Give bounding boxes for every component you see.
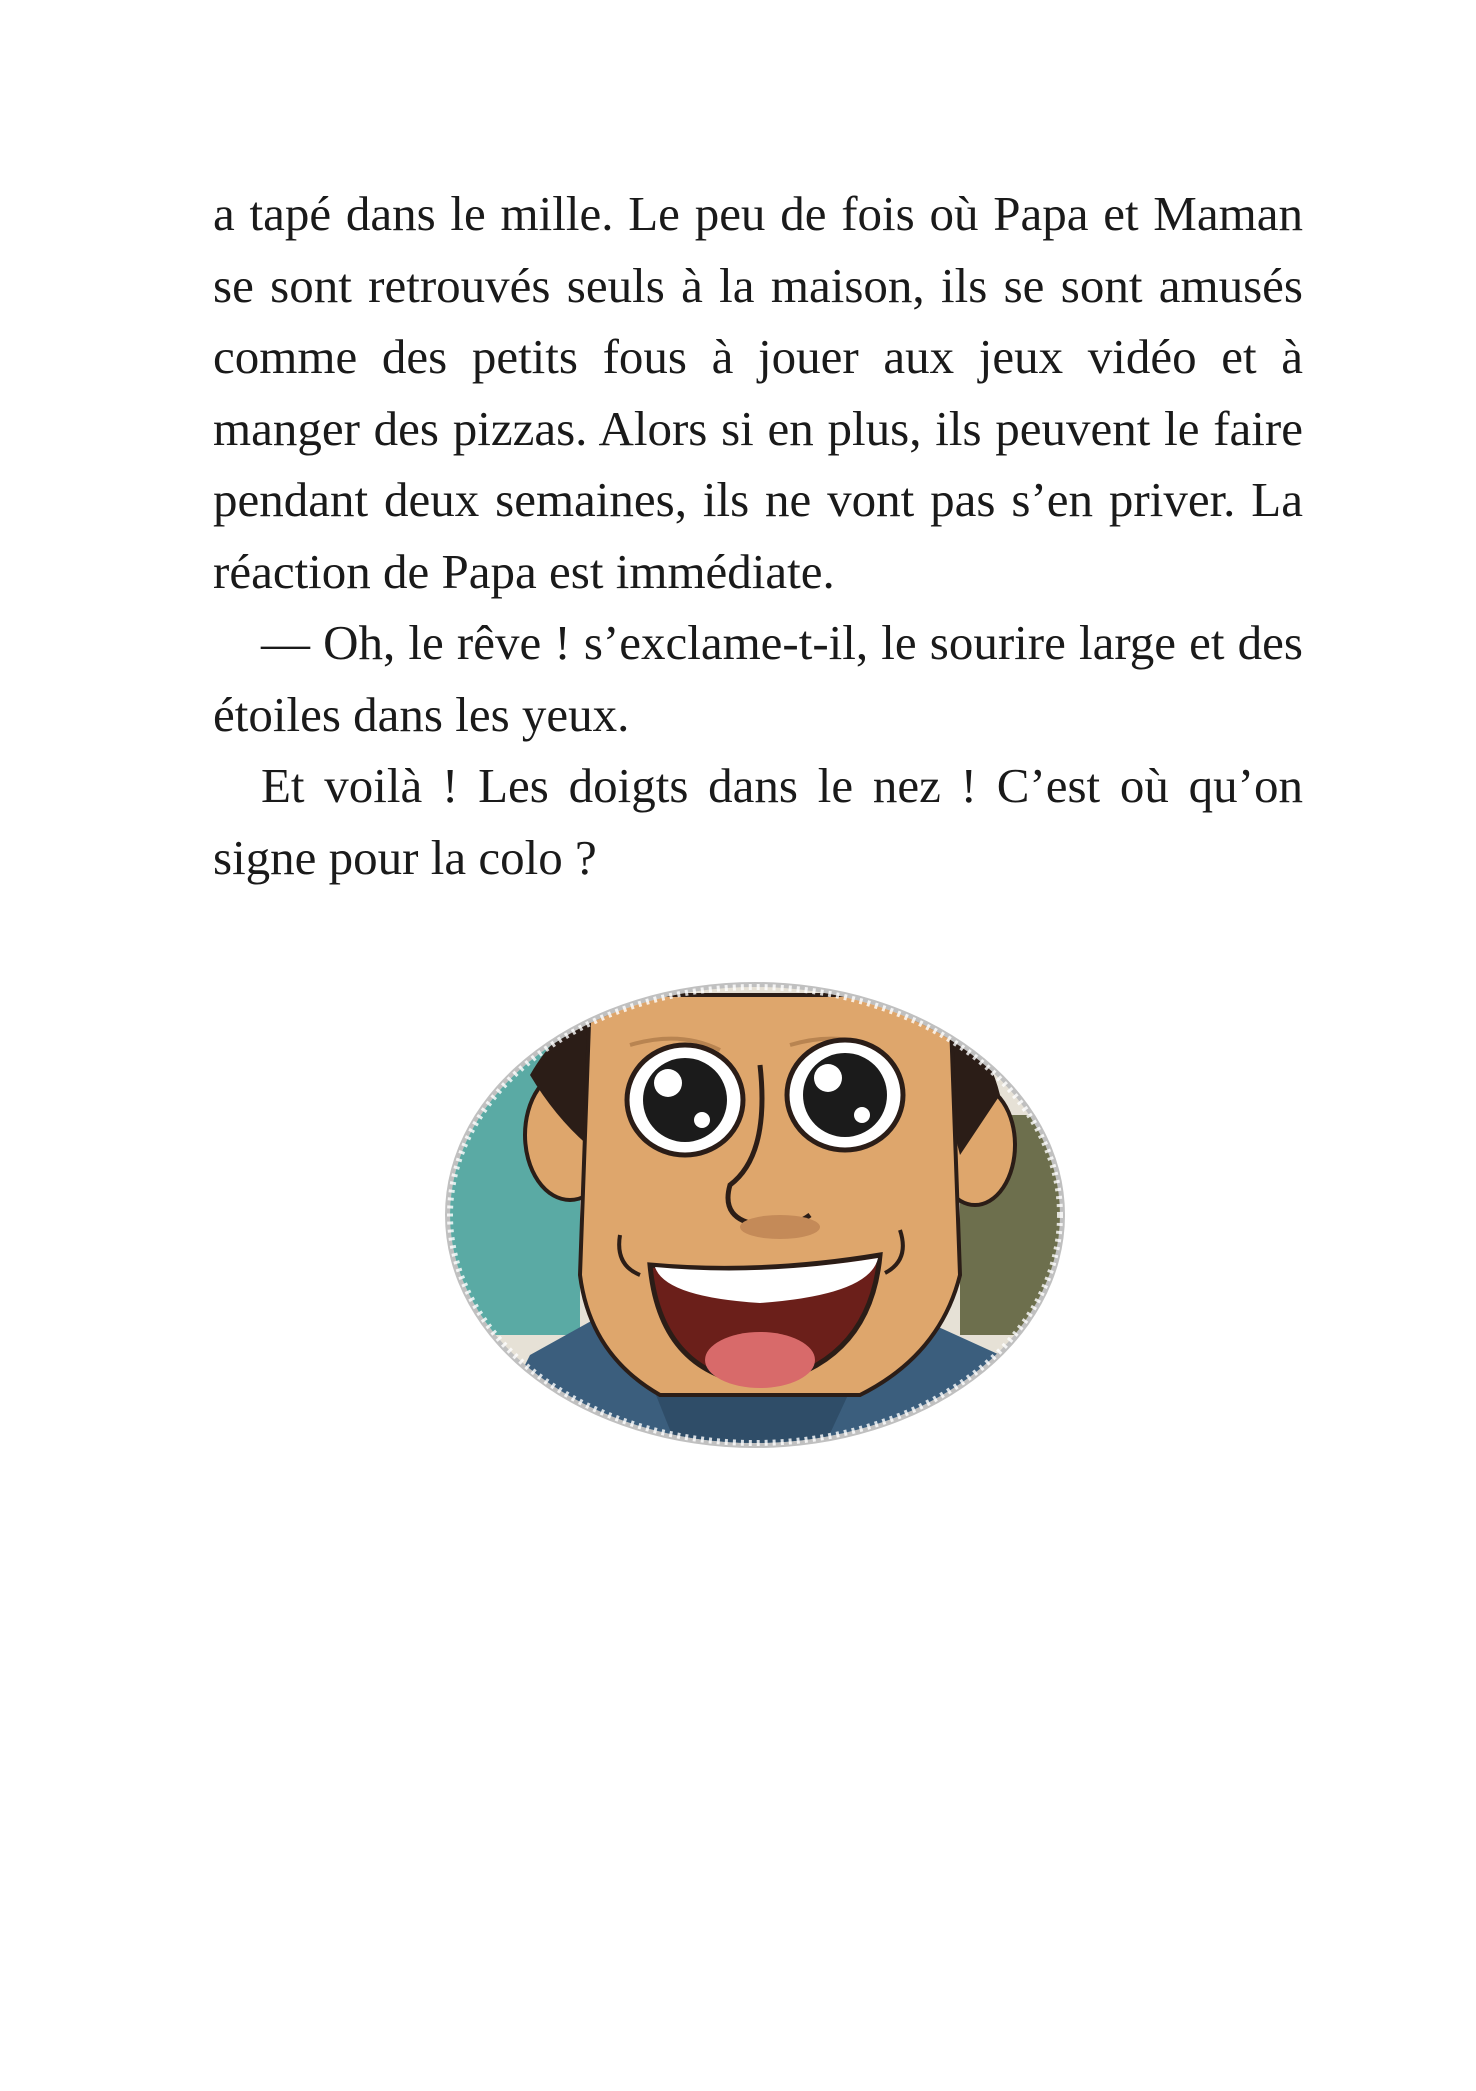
right-eye	[787, 1040, 903, 1150]
paragraph-2-dialogue: — Oh, le rêve ! s’exclame-t-il, le sourire large et des étoiles dans les yeux.	[213, 615, 1303, 742]
smiling-face-illustration	[440, 975, 1070, 1455]
left-eye	[627, 1045, 743, 1155]
page-text	[213, 178, 1303, 893]
face-svg	[440, 975, 1070, 1455]
paragraph-3: Et voilà ! Les doigts dans le nez ! C’est où qu’on signe pour la colo ?	[213, 758, 1303, 885]
paragraph-1: a tapé dans le mille. Le peu de fois où Papa et Maman se sont retrouvés seuls à la maison, ils se sont amusés comme des petits fous à jouer aux jeux vidéo et à manger des pizzas. Alors si en plus, ils peuvent le faire pendant deux semaines, ils ne vont pas s’en priver. La réaction de Papa est immédiate.	[213, 186, 1303, 599]
nose-shadow	[740, 1215, 820, 1239]
